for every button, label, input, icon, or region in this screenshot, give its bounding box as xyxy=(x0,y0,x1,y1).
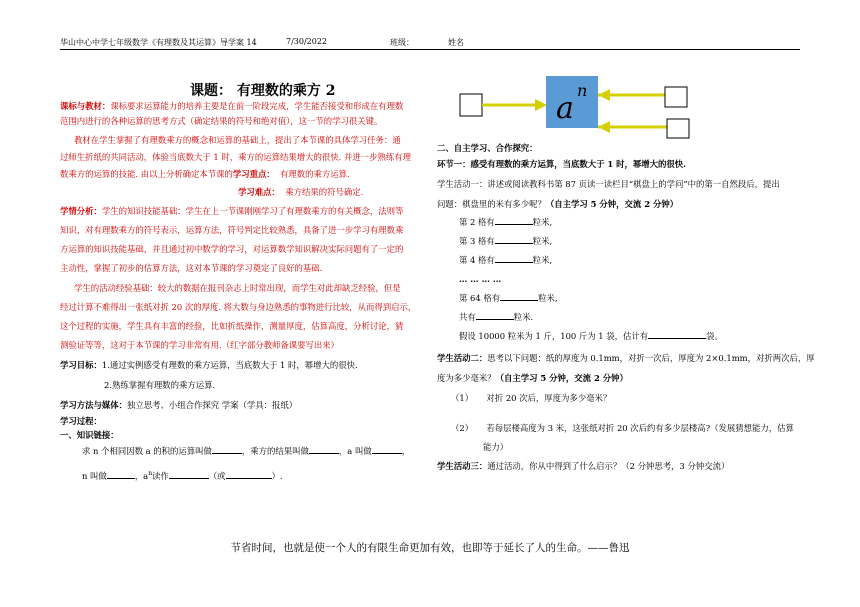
experience-line-1: 学生的活动经验基础：较大的数据在报刊杂志上时常出现，而学生对此却缺乏经验，但是 xyxy=(74,283,401,293)
goal-line-1: 学习目标：1.通过实例感受有理数的乘方运算，当底数大于 1 时，幂增大的很快. xyxy=(60,360,358,370)
textbook-line-3: 数乘方的运算的技能. 由以上分析确定本节课的学习重点： 有理数的乘方运算. xyxy=(60,169,350,179)
analysis-line-3: 方运算的知识技能基础，并且通过初中数学的学习，对运算数学知识解决实际问题有了一定的 xyxy=(60,244,404,254)
power-diagram xyxy=(455,72,695,144)
right-top-box xyxy=(665,87,687,107)
section-label: 二、自主学习、合作探究： xyxy=(437,143,538,153)
grid-total: 共有 粒米. xyxy=(459,312,534,322)
grid-3: 第 3 格有 粒米, xyxy=(459,236,553,246)
grid-4: 第 4 格有 粒米, xyxy=(459,255,553,265)
name-label: 姓名 xyxy=(448,38,464,47)
grid-64: 第 64 格有 粒米, xyxy=(459,293,558,303)
activity3-line: 学生活动三：通过活动，你从中得到了什么启示？（2 分钟思考，3 分钟交流） xyxy=(437,461,730,471)
grid-2: 第 2 格有 粒米, xyxy=(459,217,553,227)
method-line: 学习方法与媒体：独立思考、小组合作探究 学案（学具：报纸） xyxy=(60,400,298,410)
question-2-cont: 能力） xyxy=(483,442,509,452)
experience-line-4: 测验证等等，这对于本节课的学习非常有用.（红字部分教师备课要写出来） xyxy=(60,340,340,350)
arrow-head-top xyxy=(598,89,610,101)
arrow-head-bottom xyxy=(598,121,610,133)
footer-quote: 节省时间，也就是使一个人的有限生命更加有效，也即等于延长了人的生命。——鲁迅 xyxy=(230,542,630,554)
class-label: 班级： xyxy=(390,38,414,47)
analysis-line-1: 学情分析：学生的知识技能基础：学生在上一节课刚刚学习了有理数乘方的有关概念，法则等 xyxy=(60,206,404,216)
textbook-line-2: 过师生折纸的共同活动，体验当底数大于 1 时，乘方的运算结果增大的很快. 并进一步熟练有理 xyxy=(60,152,411,162)
activity2-line-2: 度为多少毫米？（自主学习 5 分钟，交流 2 分钟） xyxy=(437,373,628,383)
process-label: 学习过程： xyxy=(60,416,102,426)
analysis-line-4: 主动性，掌握了初步的估算方法，这对本节课的学习奠定了良好的基础. xyxy=(60,263,323,273)
assumption-line: 假设 10000 粒米为 1 斤，100 斤为 1 袋，估计有 袋。 xyxy=(459,331,723,341)
header-date: 7/30/2022 xyxy=(286,37,328,46)
textbook-line-1: 教材在学生掌握了有理数乘方的概念和运算的基础上，提出了本节课的具体学习任务：通 xyxy=(74,135,401,145)
activity1-line-1: 学生活动一：讲述或阅读教科书第 87 页读一读栏目“棋盘上的学问”中的第一自然段后，提出 xyxy=(437,179,780,189)
right-bottom-box xyxy=(667,119,689,138)
page-header xyxy=(60,37,800,50)
experience-line-3: 这个过程的实施，学生具有丰富的经验，比如折纸操作，测量厚度，估算高度，分析讨论，猜 xyxy=(60,321,404,331)
left-box xyxy=(460,94,482,116)
activity1-line-2: 问题：棋盘里的米有多少呢？（自主学习 5 分钟，交流 2 分钟） xyxy=(437,199,679,209)
base-letter: a xyxy=(556,91,574,126)
grid-dots: … … … … xyxy=(459,274,502,284)
analysis-line-2: 知识，对有理数乘方的符号表示，运算方法，符号判定比较熟悉，具备了进一步学习有理数乘 xyxy=(60,225,404,235)
arrow-head-left xyxy=(535,99,547,111)
standard-line-2: 范围内进行的各种运算的思考方式（确定结果的符号和绝对值），这一节的学习很关键。 xyxy=(60,116,383,126)
school-title: 华山中心中学七年级数学《有理数及其运算》导学案 14 xyxy=(60,38,257,47)
knowledge-line-1: 求 n 个相同因数 a 的积的运算叫做 ，乘方的结果叫做 ，a 叫做 ， xyxy=(82,446,411,456)
knowledge-line-2: n 叫做 ，$a^n$读作 （或 ）. xyxy=(82,470,283,481)
question-2: （2） 若每层楼高度为 3 米，这张纸对折 20 次后约有多少层楼高?（发展猜想能力，估算 xyxy=(451,423,794,433)
knowledge-label: 一、知识链接： xyxy=(60,430,119,440)
exponent-letter: n xyxy=(577,81,588,100)
activity2-line-1: 学生活动二：思考以下问题：纸的厚度为 0.1mm，对折一次后，厚度为 2×0.1mm，对折两次后，厚 xyxy=(437,353,815,363)
experience-line-2: 经过计算不难得出一张纸对折 20 次的厚度. 将大数与身边熟悉的事物进行比较，从而得到启示， xyxy=(60,302,417,312)
question-1: （1） 对折 20 次后，厚度为多少毫米？ xyxy=(451,393,612,403)
lesson-title: 课题： 有理数的乘方 2 xyxy=(190,83,336,99)
difficulty-line: 学习难点： 乘方结果的符号确定. xyxy=(238,187,364,197)
standard-line-1: 课标与教材：课标要求运算能力的培养主要是在前一阶段完成，学生能否接受和形成在有理数 xyxy=(60,101,404,111)
goal-line-2: 2.熟练掌握有理数的乘方运算. xyxy=(104,380,216,390)
part1-label: 环节一：感受有理数的乘方运算，当底数大于 1 时，幂增大的很快. xyxy=(437,159,687,169)
